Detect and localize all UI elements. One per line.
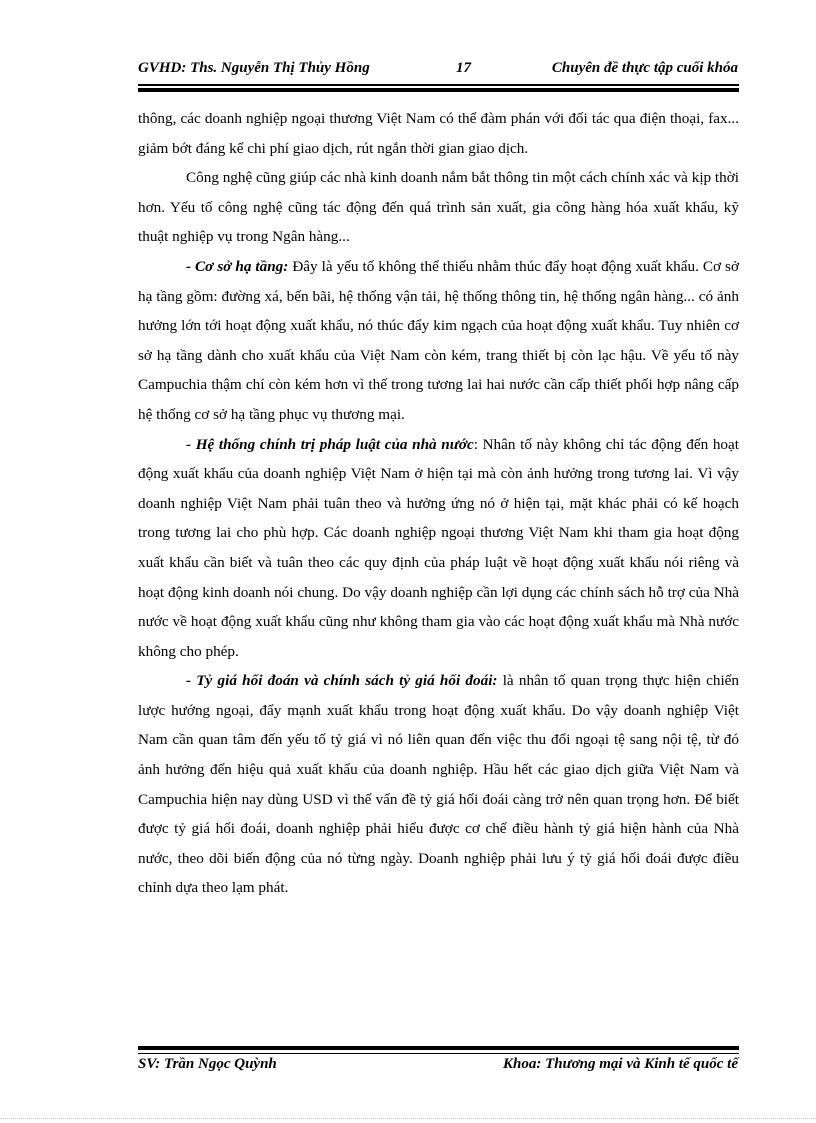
footer-rule-thick bbox=[138, 1046, 739, 1050]
header-rule-thick bbox=[138, 88, 739, 92]
paragraph-5 bbox=[138, 666, 739, 903]
paragraph-3-text: Đây là yếu tố không thể thiếu nhằm thúc đẩy hoạt động xuất khẩu. Cơ sở hạ tầng gồm: đường xá, bến bãi, hệ thống vận tải, hệ thống thông tin, hệ thống ngân hàng... có ảnh hưởng lớn tới hoạt động xuất khẩu, nó thúc đẩy kim ngạch của hoạt động xuất khẩu. Tuy nhiên cơ sở hạ tầng dành cho xuất khẩu của Việt Nam còn kém, trang thiết bị còn lạc hậu. Về yếu tố này Campuchia thậm chí còn kém hơn vì thế trong tương lai hai nước cần cấp thiết phối hợp nâng cấp hệ thống cơ sở hạ tầng phục vụ thương mại. bbox=[138, 257, 739, 423]
paragraph-2: Công nghệ cũng giúp các nhà kinh doanh nắm bắt thông tin một cách chính xác và kịp thời hơn. Yếu tố công nghệ cũng tác động đến quá trình sản xuất, gia công hàng hóa xuất khẩu, kỹ thuật nghiệp vụ trong Ngân hàng... bbox=[138, 169, 739, 246]
paragraph-5-text: là nhân tố quan trọng thực hiện chiến lược hướng ngoại, đẩy mạnh xuất khẩu trong hoạt động xuất khẩu. Do vậy doanh nghiệp Việt Nam cần quan tâm đến yếu tố tỷ giá vì nó liên quan đến việc thu đổi ngoại tệ sang nội tệ, từ đó ảnh hưởng đến hiệu quả xuất khẩu của doanh nghiệp. Hầu hết các giao dịch giữa Việt Nam và Campuchia hiện nay dùng USD vì thế vấn đề tỷ giá hối đoái càng trở nên quan trọng hơn. Để biết được tỷ giá hối đoái, doanh nghiệp phải hiểu được cơ chế điều hành tỷ giá hiện hành của Nhà nước, theo dõi biến động của nó từng ngày. Doanh nghiệp phải lưu ý tỷ giá hối đoái được điều chỉnh dựa theo lạm phát. bbox=[138, 672, 739, 897]
faculty-label: Khoa: Thương mại và Kinh tế quốc tế bbox=[503, 1056, 738, 1072]
page-number: 17 bbox=[456, 60, 471, 76]
paragraph-4-heading: - Hệ thống chính trị pháp luật của nhà nước bbox=[186, 435, 474, 453]
paragraph-3-heading: - Cơ sở hạ tầng: bbox=[186, 257, 289, 275]
paragraph-5-heading: - Tỷ giá hối đoán và chính sách tỷ giá hối đoái: bbox=[186, 672, 498, 690]
header-rule-thin bbox=[138, 84, 739, 86]
supervisor-label: GVHD: Ths. Nguyễn Thị Thủy Hồng bbox=[138, 60, 370, 76]
page-footer bbox=[138, 1056, 738, 1078]
page-header bbox=[138, 60, 738, 82]
document-title: Chuyên đề thực tập cuối khóa bbox=[551, 60, 738, 76]
paragraph-1: thông, các doanh nghiệp ngoại thương Việt Nam có thể đàm phán với đối tác qua điện thoại, fax... giảm bớt đáng kể chi phí giao dịch, rút ngắn thời gian giao dịch. bbox=[138, 110, 739, 157]
paragraph-3 bbox=[138, 252, 739, 430]
footer-rule-thin bbox=[138, 1053, 739, 1054]
paragraph-4-text: : Nhân tố này không chỉ tác động đến hoạt động xuất khẩu của doanh nghiệp Việt Nam ở hiện tại mà còn ảnh hưởng trong tương lai. Vì vậy doanh nghiệp Việt Nam phải tuân theo và hưởng ứng nó ở hiện tại, mặt khác phải có kế hoạch trong tương lai cho phù hợp. Các doanh nghiệp ngoại thương Việt Nam khi tham gia hoạt động xuất khẩu cần biết và tuân theo các quy định của pháp luật về hoạt động xuất khẩu nói riêng và hoạt động kinh doanh nói chung. Do vậy doanh nghiệp cần lợi dụng các chính sách hỗ trợ của Nhà nước về hoạt động xuất khẩu cũng như không tham gia vào các hoạt động xuất khẩu mà Nhà nước không cho phép. bbox=[138, 435, 739, 660]
page-boundary bbox=[0, 1118, 816, 1119]
paragraph-4 bbox=[138, 430, 739, 667]
document-body bbox=[138, 104, 739, 903]
student-label: SV: Trần Ngọc Quỳnh bbox=[138, 1056, 277, 1072]
